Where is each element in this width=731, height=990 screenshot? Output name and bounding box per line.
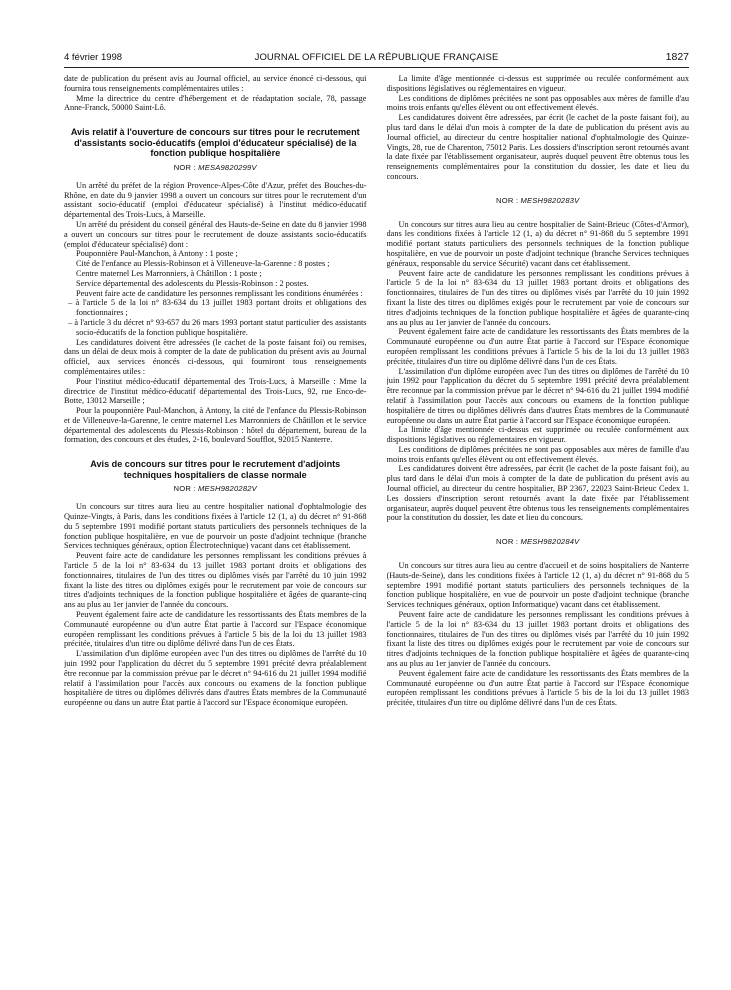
- nor-label: NOR :: [496, 195, 519, 205]
- nor-reference: [64, 163, 367, 173]
- paragraph: Peuvent également faire acte de candidature les ressortissants des États membres de la Communauté européenne ou d'un autre État partie à l'accord sur l'Espace économique européen remplissant les conditions prévues à l'article 5 bis de la loi du 13 juillet 1983 précitée, titulaires d'un titre ou diplôme délivré dans l'un de ces États.: [64, 610, 367, 649]
- text-columns: [64, 74, 689, 990]
- paragraph: Les candidatures doivent être adressées, par écrit (le cachet de la poste faisant foi), au plus tard dans le délai d'un mois à compter de la date de publication du présent avis au Journal officiel, au directeur du centre hospitalier, BP 2367, 22023 Saint-Brieuc Cedex 1. Les dossiers d'inscription seront retournés avant la date fixée par l'établissement organisateur, auprès duquel peuvent être obtenus tous les renseignements complémentaires pour la constitution du dossier, les date et lieu du concours.: [386, 464, 689, 523]
- nor-label: NOR :: [173, 162, 196, 172]
- list-item: Cité de l'enfance au Plessis-Robinson et à Villeneuve-la-Garenne : 8 postes ;: [76, 259, 330, 269]
- nor-code: MESH9820282V: [197, 484, 257, 494]
- list-item: Service départemental des adolescents du Plessis-Robinson : 2 postes.: [76, 278, 309, 288]
- nor-reference: [64, 484, 367, 494]
- paragraph: L'assimilation d'un diplôme européen avec l'un des titres ou diplômes de l'arrêté du 10 juin 1992 pour l'application du décret du 5 septembre 1991 précité devra préalablement être reconnue par la commission prévue par le décret n° 94-616 du 21 juillet 1994 modifié relatif à l'assimilation pour l'accès aux concours ou examens de la fonction publique hospitalière de titres ou diplômes délivrés dans d'autres États membres de la Communauté européenne ou dans un autre État partie à l'accord sur l'Espace économique européen.: [64, 649, 367, 708]
- notice-title: Avis relatif à l'ouverture de concours sur titres pour le recrutement d'assistants socio-éducatifs (emploi d'éducateur spécialisé) de la fonction publique hospitalière: [70, 127, 360, 159]
- paragraph: Peuvent également faire acte de candidature les ressortissants des États membres de la Communauté européenne ou d'un autre État partie à l'accord sur l'Espace économique européen remplissant les conditions prévues à l'article 5 bis de la loi du 13 juillet 1983 précitée, titulaires d'un titre ou diplôme délivré dans l'un de ces États.: [386, 668, 689, 708]
- nor-label: NOR :: [173, 484, 196, 494]
- paragraph: Les conditions de diplômes précitées ne sont pas opposables aux mères de famille d'au moins trois enfants qu'elles élèvent ou ont effectivement élevés.: [386, 93, 689, 113]
- bullet-item: – à l'article 5 de la loi n° 83-634 du 13 juillet 1983 portant droits et obligations des fonctionnaires ;: [68, 298, 367, 318]
- nor-code: MESA9820299V: [198, 162, 257, 172]
- paragraph: Les candidatures doivent être adressées, par écrit (le cachet de la poste faisant foi), au plus tard dans le délai d'un mois à compter de la date de publication du présent avis au Journal officiel, au directeur du centre hospitalier national d'ophtalmologie des Quinze-Vingts, 28, rue de Charenton, 75012 Paris. Les dossiers d'inscription seront retournés avant la date fixée par l'établissement organisateur, auprès duquel peuvent être obtenus tous les renseignements complémentaires pour la constitution du dossier, les date et lieu du concours.: [386, 113, 689, 181]
- paragraph: La limite d'âge mentionnée ci-dessus est supprimée ou reculée conformément aux dispositions législatives ou réglementaires en vigueur.: [386, 74, 689, 93]
- nor-label: NOR :: [496, 537, 519, 547]
- paragraph: Peuvent faire acte de candidature les personnes remplissant les conditions prévues à l'article 5 de la loi n° 83-634 du 13 juillet 1983 portant droits et obligations des fonctionnaires, titulaires de l'un des titres ou diplômes visés par l'arrêté du 10 juin 1992 fixant la liste des titres ou diplômes exigés pour le recrutement par voie de concours sur titres d'adjoints techniques de la fonction publique hospitalière et âgées de quarante-cinq ans au plus au 1er janvier de l'année du concours.: [386, 610, 689, 669]
- nor-reference: [387, 196, 690, 206]
- paragraph: Les conditions de diplômes précitées ne sont pas opposables aux mères de famille d'au moins trois enfants qu'elles élèvent ou ont effectivement élevés.: [386, 444, 689, 464]
- list-item: Centre maternel Les Marronniers, à Châtillon : 1 poste ;: [76, 268, 262, 278]
- paragraph: Un arrêté du président du conseil général des Hauts-de-Seine en date du 8 janvier 1998 a ouvert un concours sur titres pour le recrutement de douze assistants socio-éducatifs (emploi d'éducateur spécialisé) dont :: [64, 219, 367, 249]
- left-column: [64, 74, 367, 990]
- paragraph: Mme la directrice du centre d'hébergement et de réadaptation sociale, 78, passage Anne-Franck, 50000 Saint-Lô.: [64, 93, 367, 113]
- paragraph: Peuvent faire acte de candidature les personnes remplissant les conditions prévues à l'article 5 de la loi n° 83-634 du 13 juillet 1983 portant droits et obligations des fonctionnaires, titulaires de l'un des titres ou diplômes visés par l'arrêté du 10 juin 1992 fixant la liste des titres ou diplômes exigés pour le recrutement par voie de concours sur titres d'adjoints techniques de la fonction publique hospitalière et âgées de quarante-cinq ans au plus au 1er janvier de l'année du concours.: [64, 551, 367, 610]
- paragraph: Un concours sur titres aura lieu au centre d'accueil et de soins hospitaliers de Nanterre (Hauts-de-Seine), dans les conditions fixées à l'article 12 (1, a) du décret n° 91-868 du 5 septembre 1991 modifié portant statuts particuliers des personnels techniques de la fonction publique hospitalière, en vue de pourvoir un poste d'adjoint technique (branche Services techniques généraux, option Informatique) vacant dans cet établissement.: [386, 561, 689, 610]
- paragraph: Un arrêté du préfet de la région Provence-Alpes-Côte d'Azur, préfet des Bouches-du-Rhône, en date du 9 janvier 1998 a ouvert un concours sur titres pour le recrutement d'un assistant socio-éducatif (emploi d'éducateur spécialisé) à l'institut médico-éducatif départemental des Trois-Lucs, à Marseille.: [64, 180, 367, 220]
- paragraph: Pour la pouponnière Paul-Manchon, à Antony, la cité de l'enfance du Plessis-Robinson et de Villeneuve-la-Garenne, le centre maternel Les Marronniers de Châtillon et le service départemental des adolescents du Plessis-Robinson : hôtel du département, bureau de la formation, des concours et des études, 2-16, boulevard Soufflot, 92015 Nanterre.: [64, 406, 367, 445]
- paragraph: Pour l'institut médico-éducatif départemental des Trois-Lucs, à Marseille : Mme la directrice de l'institut médico-éducatif départemental des Trois-Lucs, 92, rue Enco-de-Botte, 13012 Marseille ;: [64, 376, 367, 406]
- nor-reference: [387, 537, 690, 547]
- paragraph: Les candidatures doivent être adressées (le cachet de la poste faisant foi) ou remises, dans un délai de deux mois à compter de la date de publication du présent avis au Journal officiel, aux services énoncés ci-dessous, qui fourniront tous renseignements complémentaires utiles :: [64, 337, 367, 376]
- header-rule: [64, 67, 689, 68]
- paragraph: date de publication du présent avis au Journal officiel, au service énoncé ci-dessous, qui fournira tous renseignements complémentaires utiles :: [64, 74, 367, 93]
- paragraph: Un concours sur titres aura lieu au centre hospitalier national d'ophtalmologie des Quinze-Vingts, à Paris, dans les conditions fixées à l'article 12 (1, a) du décret n° 91-868 du 5 septembre 1991 modifié portant statuts particuliers des personnels techniques de la fonction publique hospitalière, en vue de pourvoir un poste d'adjoint technique (branche Services techniques généraux, option Électrotechnique) vacant dans cet établissement.: [64, 502, 367, 551]
- page-number: 1827: [665, 51, 689, 63]
- paragraph: Peuvent également faire acte de candidature les ressortissants des États membres de la Communauté européenne ou d'un autre État partie à l'accord sur l'Espace économique européen remplissant les conditions prévues à l'article 5 bis de la loi du 13 juillet 1983 précitée, titulaires d'un titre ou diplôme délivré dans l'un de ces États.: [386, 327, 689, 366]
- nor-code: MESH9820283V: [520, 195, 580, 205]
- paragraph: La limite d'âge mentionnée ci-dessus est supprimée ou reculée conformément aux dispositions législatives ou réglementaires en vigueur.: [386, 425, 689, 445]
- paragraph: L'assimilation d'un diplôme européen avec l'un des titres ou diplômes de l'arrêté du 10 juin 1992 pour l'application du décret du 5 septembre 1991 précité devra préalablement être reconnue par la commission prévue par le décret n° 94-616 du 21 juillet 1994 modifié relatif à l'assimilation pour l'accès aux concours ou examens de la fonction publique hospitalière de titres ou diplômes délivrés dans d'autres États membres de la Communauté européenne ou dans un autre État partie à l'accord sur l'Espace économique européen.: [386, 366, 689, 425]
- journal-title: JOURNAL OFFICIEL DE LA RÉPUBLIQUE FRANÇAISE: [254, 52, 499, 63]
- paragraph: Un concours sur titres aura lieu au centre hospitalier de Saint-Brieuc (Côtes-d'Armor), dans les conditions fixées à l'article 12 (1, a) du décret n° 91-868 du 5 septembre 1991 modifié portant statuts particuliers des personnels techniques de la fonction publique hospitalière, en vue de pourvoir un poste d'adjoint technique (branche Services techniques généraux, responsable du service Sécurité) vacant dans cet établissement.: [386, 219, 689, 268]
- nor-code: MESH9820284V: [520, 537, 580, 547]
- issue-date: 4 février 1998: [64, 52, 123, 63]
- list-item: Pouponnière Paul-Manchon, à Antony : 1 poste ;: [76, 249, 238, 259]
- paragraph: Peuvent faire acte de candidature les personnes remplissant les conditions énumérées :: [76, 288, 363, 298]
- notice-title: Avis de concours sur titres pour le recrutement d'adjoints techniques hospitaliers de classe normale: [90, 459, 341, 480]
- bullet-item: – à l'article 3 du décret n° 93-657 du 26 mars 1993 portant statut particulier des assistants socio-éducatifs de la fonction publique hospitalière.: [68, 317, 367, 337]
- paragraph: Peuvent faire acte de candidature les personnes remplissant les conditions prévues à l'article 5 de la loi n° 83-634 du 13 juillet 1983 portant droits et obligations des fonctionnaires, titulaires de l'un des titres ou diplômes visés par l'arrêté du 10 juin 1992 fixant la liste des titres ou diplômes exigés pour le recrutement par voie de concours sur titres d'adjoints techniques de la fonction publique hospitalière et âgées de quarante-cinq ans au plus au 1er janvier de l'année du concours.: [386, 268, 689, 327]
- right-column: [387, 74, 690, 990]
- page-header: [64, 52, 689, 66]
